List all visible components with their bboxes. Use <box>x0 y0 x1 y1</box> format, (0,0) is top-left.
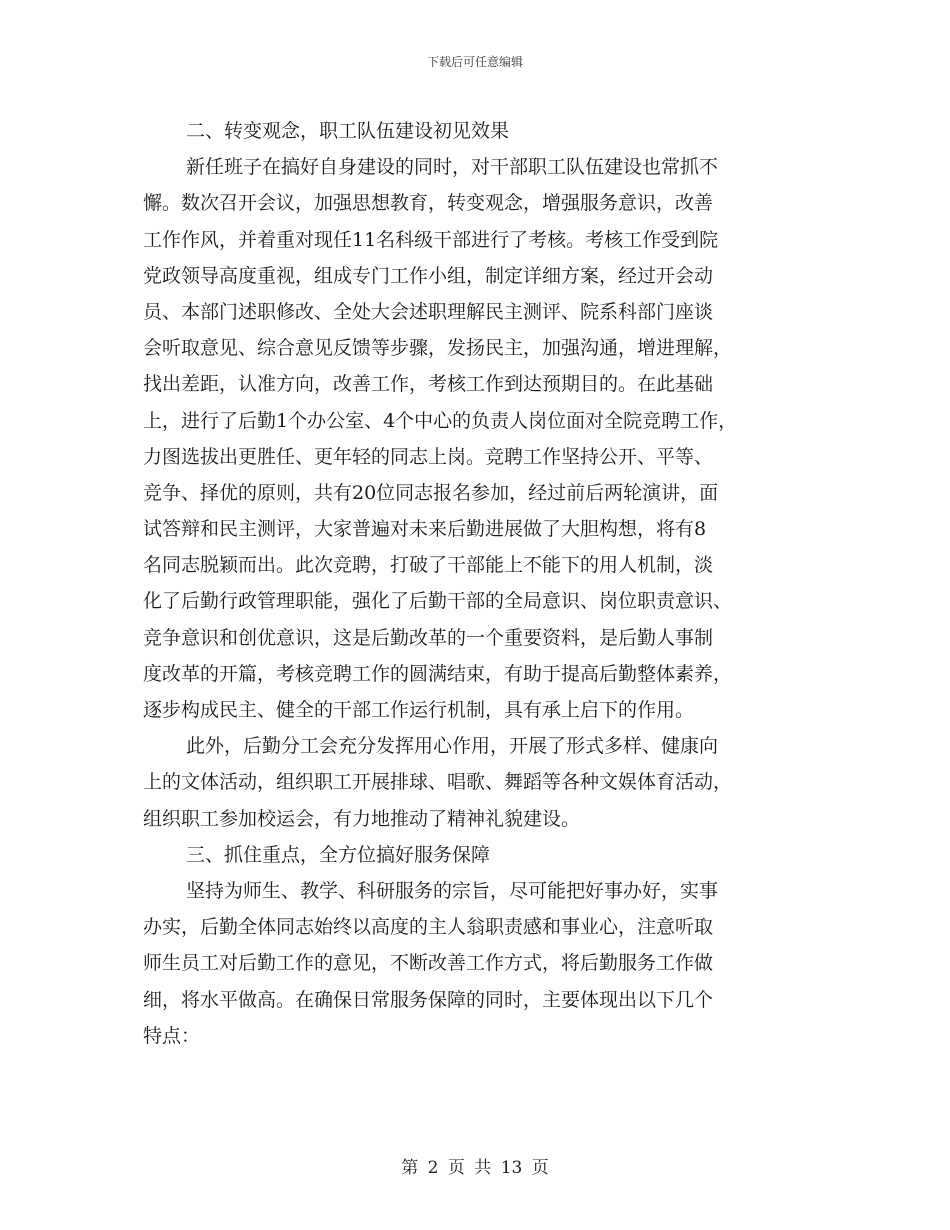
text-line: 找出差距，认准方向，改善工作，考核工作到达预期目的。在此基础 <box>143 373 714 396</box>
text-line: 度改革的开篇，考核竞聘工作的圆满结束，有助于提高后勤整体素养， <box>143 662 733 685</box>
text-line: 党政领导高度重视，组成专门工作小组，制定详细方案，经过开会动 <box>143 264 714 287</box>
text-line: 试答辩和民主测评，大家普遍对未来后勤进展做了大胆构想，将有8 <box>143 518 707 541</box>
text-line: 细，将水平做高。在确保日常服务保障的同时，主要体现出以下几个 <box>143 988 714 1011</box>
text-line: 特点： <box>143 1024 201 1047</box>
text-line: 此外，后勤分工会充分发挥用心作用，开展了形式多样、健康向 <box>186 735 719 758</box>
section-heading: 三、抓住重点，全方位搞好服务保障 <box>186 843 491 866</box>
text-line: 组织职工参加校运会，有力地推动了精神礼貌建设。 <box>143 807 581 830</box>
text-line: 名同志脱颖而出。此次竞聘，打破了干部能上不能下的用人机制，淡 <box>143 554 714 577</box>
section-heading: 二、转变观念，职工队伍建设初见效果 <box>186 120 510 142</box>
text-line: 坚持为师生、教学、科研服务的宗旨，尽可能把好事办好，实事 <box>186 879 719 902</box>
text-line: 师生员工对后勤工作的意见，不断改善工作方式，将后勤服务工作做 <box>143 952 714 975</box>
text-line: 办实，后勤全体同志始终以高度的主人翁职责感和事业心，注意听取 <box>143 916 714 939</box>
page-header: 下载后可任意编辑 <box>426 55 523 69</box>
page-number: 第 2 页 共 13 页 <box>401 1158 549 1178</box>
text-line: 上的文体活动，组织职工开展排球、唱歌、舞蹈等各种文娱体育活动， <box>143 771 733 794</box>
text-line: 竞争意识和创优意识，这是后勤改革的一个重要资料，是后勤人事制 <box>143 626 714 649</box>
text-line: 力图选拔出更胜任、更年轻的同志上岗。竞聘工作坚持公开、平等、 <box>143 445 714 468</box>
text-line: 新任班子在搞好自身建设的同时，对干部职工队伍建设也常抓不 <box>186 156 719 179</box>
text-line: 竞争、择优的原则，共有20位同志报名参加，经过前后两轮演讲，面 <box>143 481 719 504</box>
text-line: 工作作风，并着重对现任11名科级干部进行了考核。考核工作受到院 <box>143 228 719 251</box>
text-line: 上，进行了后勤1个办公室、4个中心的负责人岗位面对全院竞聘工作， <box>143 409 738 432</box>
text-line: 会听取意见、综合意见反馈等步骤，发扬民主，加强沟通，增进理解， <box>143 337 733 360</box>
text-line: 员、本部门述职修改、全处大会述职理解民主测评、院系科部门座谈 <box>143 300 714 323</box>
text-line: 懈。数次召开会议，加强思想教育，转变观念，增强服务意识，改善 <box>143 192 714 215</box>
text-line: 化了后勤行政管理职能，强化了后勤干部的全局意识、岗位职责意识、 <box>143 590 733 613</box>
text-line: 逐步构成民主、健全的干部工作运行机制，具有承上启下的作用。 <box>143 699 695 721</box>
document-body <box>143 113 815 1054</box>
